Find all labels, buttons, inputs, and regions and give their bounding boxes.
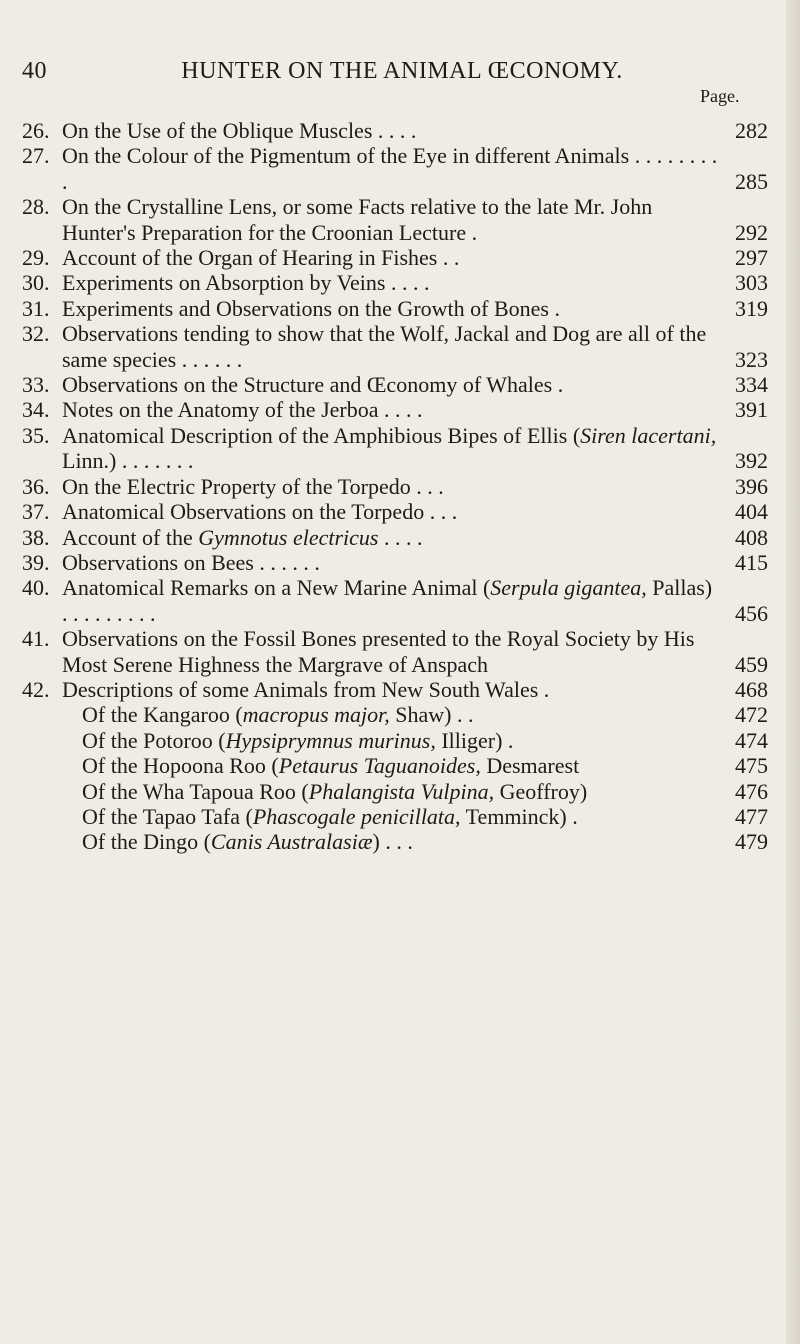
- toc-subentry: [22, 804, 782, 829]
- entry-number: 28.: [22, 194, 50, 220]
- entry-text: Observations tending to show that the Wolf, Jackal and Dog are all of the same species . . . . . .: [62, 321, 707, 372]
- toc-subentry: [22, 728, 782, 753]
- subentry-page-number: 476: [735, 778, 768, 804]
- entry-page-number: 297: [735, 245, 768, 271]
- toc-entry: [22, 143, 782, 194]
- subentry-page-number: 475: [735, 753, 768, 779]
- page-column-label: Page.: [700, 86, 740, 106]
- subentry-page-number: 474: [735, 727, 768, 753]
- subentry-text: Of the Tapao Tafa (: [82, 803, 253, 829]
- toc-entry: [22, 194, 782, 245]
- subentry-page-number: 472: [735, 702, 768, 728]
- entry-text: Experiments on Absorption by Veins . . . .: [62, 270, 430, 296]
- entry-text: Notes on the Anatomy of the Jerboa . . . .: [62, 397, 423, 423]
- entry-number: 32.: [22, 321, 50, 347]
- toc-entry: [22, 321, 782, 372]
- entry-title: [62, 626, 782, 677]
- entry-title: [62, 677, 782, 702]
- toc-entry: [22, 677, 782, 702]
- entry-title: [62, 525, 782, 550]
- subentry-text-after: Geoffroy): [494, 778, 588, 804]
- entry-title: [62, 296, 782, 321]
- subentry-italic-text: Hypsiprymnus murinus,: [225, 727, 436, 753]
- toc-subentry: [22, 779, 782, 804]
- page-edge: [786, 0, 800, 1344]
- entry-page-number: 292: [735, 219, 768, 245]
- entry-number: 27.: [22, 143, 50, 169]
- toc-entry: [22, 626, 782, 677]
- toc-entry: [22, 270, 782, 295]
- entry-text: Anatomical Remarks on a New Marine Animal (: [62, 575, 491, 601]
- entry-number: 38.: [22, 524, 50, 550]
- entry-title: [62, 397, 782, 422]
- subentry-text-after: Illiger) .: [435, 727, 514, 753]
- entry-page-number: 323: [735, 346, 768, 372]
- entry-number: 35.: [22, 422, 50, 448]
- entry-title: [62, 499, 782, 524]
- entry-number: 29.: [22, 245, 50, 271]
- entry-title: [62, 550, 782, 575]
- toc-entry: [22, 296, 782, 321]
- page-number: 40: [22, 58, 47, 84]
- entry-number: 37.: [22, 499, 50, 525]
- entry-title: [62, 270, 782, 295]
- entry-page-number: 415: [735, 549, 768, 575]
- entry-text-after: . . . .: [378, 524, 423, 550]
- subentry-italic-text: Canis Australasiæ: [210, 829, 373, 855]
- entry-text: On the Colour of the Pigmentum of the Eye in different Animals . . . . . . . . .: [62, 143, 718, 194]
- toc-entry: [22, 118, 782, 143]
- subentry-title: [82, 753, 782, 778]
- entry-page-number: 396: [735, 473, 768, 499]
- entry-italic-text: Serpula gigantea,: [490, 575, 647, 601]
- entry-text: On the Crystalline Lens, or some Facts relative to the late Mr. John Hunter's Preparation for the Croonian Lecture .: [62, 194, 653, 245]
- entry-text: Anatomical Observations on the Torpedo . . .: [62, 499, 458, 525]
- subentry-title: [82, 804, 782, 829]
- entry-page-number: 459: [735, 651, 768, 677]
- table-of-contents: [22, 118, 782, 855]
- entry-page-number: 303: [735, 270, 768, 296]
- entry-page-number: 404: [735, 499, 768, 525]
- entry-page-number: 408: [735, 524, 768, 550]
- entry-text-after: Pallas) . . . . . . . . .: [62, 575, 713, 626]
- subentry-text: Of the Potoroo (: [82, 727, 226, 753]
- entry-number: 34.: [22, 397, 50, 423]
- entry-text: On the Use of the Oblique Muscles . . . .: [62, 118, 417, 143]
- subentry-text-after: Temminck) .: [460, 803, 578, 829]
- subentry-text: Of the Kangaroo (: [82, 702, 243, 728]
- toc-entry: [22, 575, 782, 626]
- entry-number: 42.: [22, 676, 50, 702]
- entry-text: On the Electric Property of the Torpedo . . .: [62, 473, 444, 499]
- subentry-text-after: Shaw) . .: [389, 702, 474, 728]
- entry-title: [62, 423, 782, 474]
- entry-text: Experiments and Observations on the Growth of Bones .: [62, 295, 560, 321]
- entry-text: Observations on the Structure and Œconomy of Whales .: [62, 372, 564, 398]
- subentry-title: [82, 702, 782, 727]
- entry-number: 39.: [22, 549, 50, 575]
- entry-page-number: 285: [735, 168, 768, 194]
- subentry-text-after: ) . . .: [372, 829, 413, 855]
- toc-subentry: [22, 702, 782, 727]
- entry-number: 41.: [22, 626, 50, 652]
- entry-page-number: 392: [735, 448, 768, 474]
- toc-entry: [22, 525, 782, 550]
- entry-text: Observations on Bees . . . . . .: [62, 549, 320, 575]
- entry-title: [62, 372, 782, 397]
- subentry-title: [82, 779, 782, 804]
- entry-number: 36.: [22, 473, 50, 499]
- entry-text: Anatomical Description of the Amphibious Bipes of Ellis (: [62, 422, 581, 448]
- entry-page-number: 456: [735, 600, 768, 626]
- entry-text-after: Linn.) . . . . . . .: [62, 448, 194, 474]
- toc-entry: [22, 245, 782, 270]
- entry-page-number: 282: [735, 118, 768, 143]
- toc-subentry: [22, 829, 782, 854]
- toc-entry: [22, 474, 782, 499]
- entry-number: 30.: [22, 270, 50, 296]
- entry-title: [62, 194, 782, 245]
- entry-page-number: 334: [735, 372, 768, 398]
- subentry-page-number: 479: [735, 829, 768, 855]
- entry-title: [62, 321, 782, 372]
- entry-italic-text: Siren lacertani,: [580, 422, 717, 448]
- subentry-italic-text: macropus major,: [242, 702, 390, 728]
- subentry-title: [82, 728, 782, 753]
- toc-entry: [22, 397, 782, 422]
- subentry-italic-text: Petaurus Taguanoides,: [278, 753, 481, 779]
- toc-subentry: [22, 753, 782, 778]
- subentry-italic-text: Phascogale penicillata,: [252, 803, 461, 829]
- toc-entry: [22, 499, 782, 524]
- entry-title: [62, 143, 782, 194]
- toc-entry: [22, 423, 782, 474]
- toc-entry: [22, 372, 782, 397]
- entry-page-number: 391: [735, 397, 768, 423]
- entry-number: 26.: [22, 118, 50, 143]
- entry-page-number: 319: [735, 295, 768, 321]
- subentry-text-after: Desmarest: [480, 753, 580, 779]
- subentry-italic-text: Phalangista Vulpina,: [308, 778, 495, 804]
- subentry-text: Of the Wha Tapoua Roo (: [82, 778, 309, 804]
- toc-entry: [22, 550, 782, 575]
- subentry-page-number: 477: [735, 803, 768, 829]
- entry-italic-text: Gymnotus electricus: [198, 524, 379, 550]
- subentry-text: Of the Hopoona Roo (: [82, 753, 279, 779]
- subentry-text: Of the Dingo (: [82, 829, 211, 855]
- entry-text: Observations on the Fossil Bones presented to the Royal Society by His Most Serene Highness the Margrave of Anspach: [62, 626, 695, 677]
- entry-number: 40.: [22, 575, 50, 601]
- entry-text: Account of the Organ of Hearing in Fishes . .: [62, 245, 460, 271]
- subentry-title: [82, 829, 782, 854]
- entry-number: 31.: [22, 295, 50, 321]
- entry-number: 33.: [22, 372, 50, 398]
- running-title: HUNTER ON THE ANIMAL ŒCONOMY.: [181, 58, 623, 84]
- entry-title: [62, 245, 782, 270]
- entry-title: [62, 474, 782, 499]
- entry-title: [62, 118, 782, 143]
- entry-text: Account of the: [62, 524, 199, 550]
- entry-page-number: 468: [735, 676, 768, 702]
- entry-title: [62, 575, 782, 626]
- entry-text: Descriptions of some Animals from New South Wales .: [62, 676, 550, 702]
